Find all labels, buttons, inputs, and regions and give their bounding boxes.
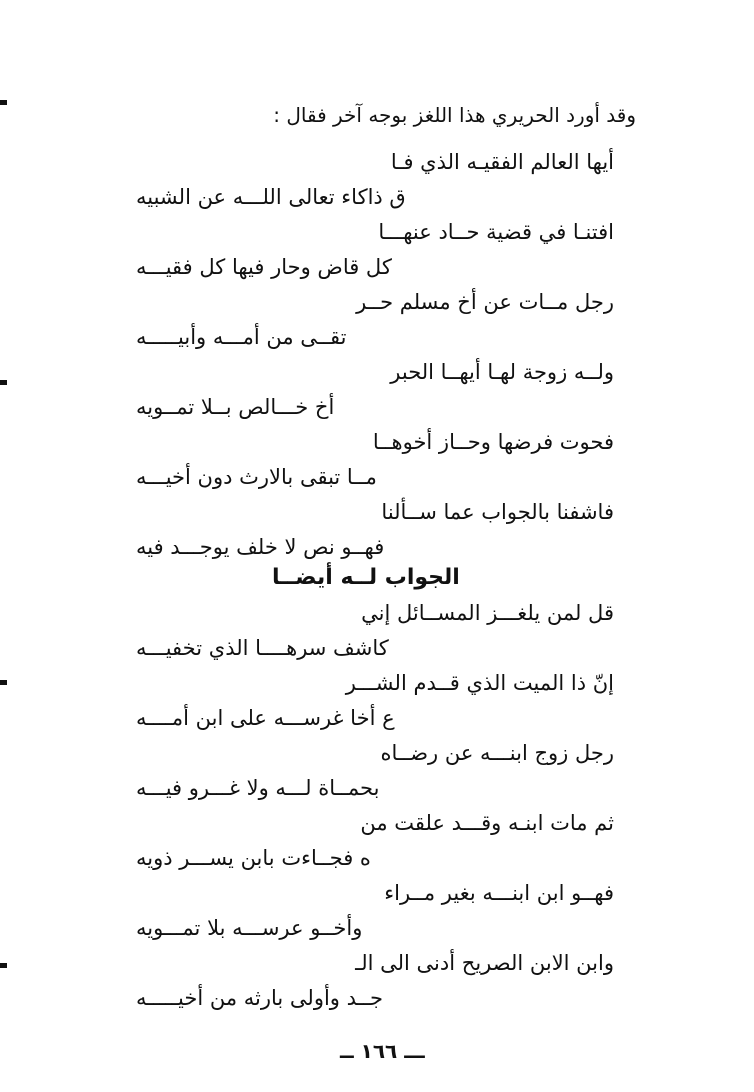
poem-line: كاشف سرهــــا الذي تخفيـــه — [136, 636, 389, 660]
poem-line: فاشفنا بالجواب عما ســألنا — [381, 500, 614, 524]
poem-line: مــا تبقى بالارث دون أخيـــه — [136, 465, 377, 489]
poem-line: أخ خـــالص بــلا تمــويه — [136, 395, 335, 419]
poem-line: وابن الابن الصريح أدنى الى الـ — [355, 951, 614, 975]
poem-line: ق ذاكاء تعالى اللـــه عن الشبيه — [136, 185, 406, 209]
poem-line: قل لمن يلغـــز المســائل إني — [361, 601, 614, 625]
poem-line: وأخــو عرســـه بلا تمـــويه — [136, 916, 363, 940]
poem-line: ولــه زوجة لهـا أيهــا الحبر — [390, 360, 614, 384]
poem-line: ثم مات ابنـه وقـــد علقت من — [360, 811, 614, 835]
poem-line: إنّ ذا الميت الذي قــدم الشـــر — [345, 671, 614, 695]
poem-line: رجل مــات عن أخ مسلم حــر — [356, 290, 614, 314]
poem-line: فهــو ابن ابنـــه بغير مــراء — [384, 881, 614, 905]
page-number: ـــ ١٦٦ ــ — [340, 1039, 425, 1063]
poem-line: بحمــاة لـــه ولا غـــرو فيـــه — [136, 776, 380, 800]
poem-line: افتنـا في قضية حــاد عنهـــا — [378, 220, 614, 244]
poem-line: ع أخا غرســـه على ابن أمــــه — [136, 706, 395, 730]
intro-line: وقد أورد الحريري هذا اللغز بوجه آخر فقال : — [273, 103, 636, 127]
poem-line: ه فجــاءت بابن يســـر ذويه — [136, 846, 371, 870]
poem-line: تقــى من أمـــه وأبيـــــه — [136, 325, 347, 349]
poem-line: أيها العالم الفقيـه الذي فـا — [390, 150, 614, 174]
poem-line: جــد وأولى بارثه من أخيـــــه — [136, 986, 383, 1010]
poem-line: رجل زوج ابنـــه عن رضــاه — [380, 741, 614, 765]
scan-mark — [0, 963, 7, 968]
poem-line: فحوت فرضها وحــاز أخوهــا — [372, 430, 614, 454]
scan-mark — [0, 380, 7, 385]
scan-mark — [0, 680, 7, 685]
poem-line: فهــو نص لا خلف يوجـــد فيه — [136, 535, 385, 559]
poem-line: كل قاض وحار فيها كل فقيـــه — [136, 255, 392, 279]
scan-mark — [0, 100, 7, 105]
section-heading: الجواب لــه أيضــا — [272, 565, 460, 590]
